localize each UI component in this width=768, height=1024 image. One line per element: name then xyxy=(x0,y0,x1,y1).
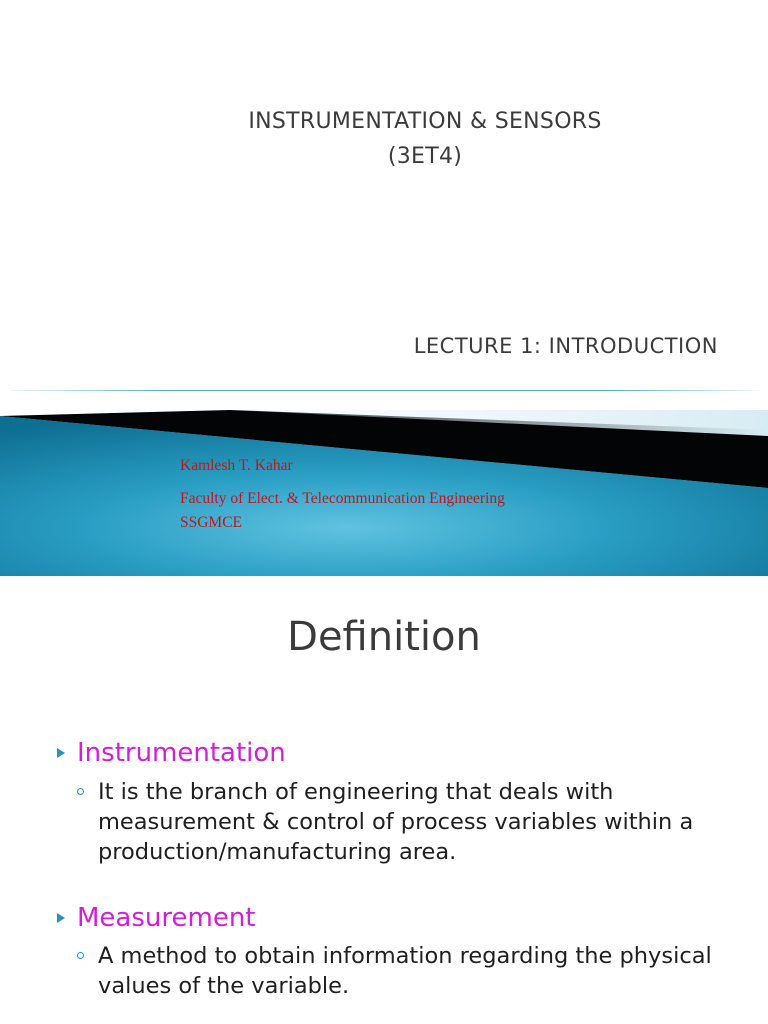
bullet-item xyxy=(57,738,286,768)
sub-bullet-item xyxy=(77,941,737,1001)
author-faculty: Faculty of Elect. & Telecommunication Engineering xyxy=(180,490,505,507)
slide-definition xyxy=(0,576,768,1024)
bullet-term: Measurement xyxy=(77,903,256,933)
sub-bullet-text: It is the branch of engineering that deals with measurement & control of process variables within a production/manufacturing area. xyxy=(98,779,694,865)
slide-title-line-1: INSTRUMENTATION & SENSORS xyxy=(248,109,602,134)
author-name: Kamlesh T. Kahar xyxy=(180,457,293,474)
divider-line xyxy=(10,390,760,391)
bullet-term: Instrumentation xyxy=(77,738,286,768)
author-college: SSGMCE xyxy=(180,514,243,531)
slide-subtitle: LECTURE 1: INTRODUCTION xyxy=(413,334,718,358)
circle-bullet-icon xyxy=(77,788,84,795)
sub-bullet-item xyxy=(77,777,737,867)
triangle-bullet-icon xyxy=(57,913,65,923)
slide-title-line-2: (3ET4) xyxy=(387,144,463,169)
circle-bullet-icon xyxy=(77,952,84,959)
bullet-item xyxy=(57,903,256,933)
slide-title: Definition xyxy=(287,614,481,660)
triangle-bullet-icon xyxy=(57,748,65,758)
sub-bullet-text: A method to obtain information regarding the physical values of the variable. xyxy=(98,943,712,999)
